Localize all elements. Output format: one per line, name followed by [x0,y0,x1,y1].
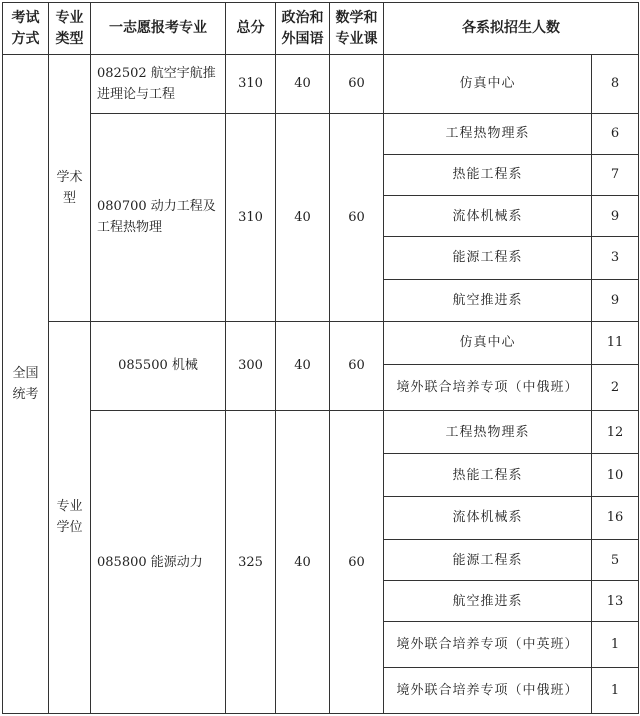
count-cell: 1 [592,622,639,667]
header-major-type: 专业类型 [49,3,91,55]
header-row [3,3,639,55]
header-first-choice: 一志愿报考专业 [91,3,226,55]
math-cell-3: 60 [330,321,384,410]
type-academic-cell: 学术型 [49,55,91,321]
count-cell: 13 [592,581,639,622]
count-cell: 7 [592,154,639,195]
dept-cell: 境外联合培养专项（中英班） [384,622,592,667]
count-cell: 8 [592,55,639,113]
count-cell: 11 [592,321,639,364]
count-cell: 10 [592,454,639,496]
table-row [3,411,639,454]
politics-cell-3: 40 [276,321,330,410]
dept-cell: 航空推进系 [384,581,592,622]
table-row [3,113,639,154]
count-cell: 3 [592,237,639,279]
header-math-prof: 数学和专业课 [330,3,384,55]
total-cell-4: 325 [226,411,276,714]
dept-cell: 能源工程系 [384,237,592,279]
politics-cell-4: 40 [276,411,330,714]
dept-cell: 热能工程系 [384,454,592,496]
major-cell-3: 085500 机械 [91,321,226,410]
header-total: 总分 [226,3,276,55]
major-cell-1: 082502 航空宇航推进理论与工程 [91,55,226,113]
dept-cell: 仿真中心 [384,321,592,364]
dept-cell: 工程热物理系 [384,411,592,454]
count-cell: 1 [592,667,639,713]
politics-cell-1: 40 [276,55,330,113]
table-row [3,321,639,364]
dept-cell: 境外联合培养专项（中俄班） [384,667,592,713]
major-cell-2: 080700 动力工程及工程热物理 [91,113,226,321]
count-cell: 5 [592,539,639,580]
total-cell-1: 310 [226,55,276,113]
dept-cell: 流体机械系 [384,496,592,539]
exam-method-cell: 全国统考 [3,55,49,714]
count-cell: 12 [592,411,639,454]
politics-cell-2: 40 [276,113,330,321]
dept-cell: 工程热物理系 [384,113,592,154]
math-cell-1: 60 [330,55,384,113]
admission-table [2,2,639,714]
dept-cell: 热能工程系 [384,154,592,195]
count-cell: 9 [592,279,639,321]
major-cell-4: 085800 能源动力 [91,411,226,714]
math-cell-4: 60 [330,411,384,714]
dept-cell: 仿真中心 [384,55,592,113]
total-cell-2: 310 [226,113,276,321]
count-cell: 16 [592,496,639,539]
total-cell-3: 300 [226,321,276,410]
dept-cell: 能源工程系 [384,539,592,580]
math-cell-2: 60 [330,113,384,321]
header-politics-lang: 政治和外国语 [276,3,330,55]
dept-cell: 境外联合培养专项（中俄班） [384,364,592,410]
type-professional-cell: 专业学位 [49,321,91,713]
dept-cell: 航空推进系 [384,279,592,321]
dept-cell: 流体机械系 [384,196,592,237]
count-cell: 9 [592,196,639,237]
table-row [3,55,639,113]
header-dept-quota: 各系拟招生人数 [384,3,639,55]
count-cell: 2 [592,364,639,410]
count-cell: 6 [592,113,639,154]
header-exam-method: 考试方式 [3,3,49,55]
